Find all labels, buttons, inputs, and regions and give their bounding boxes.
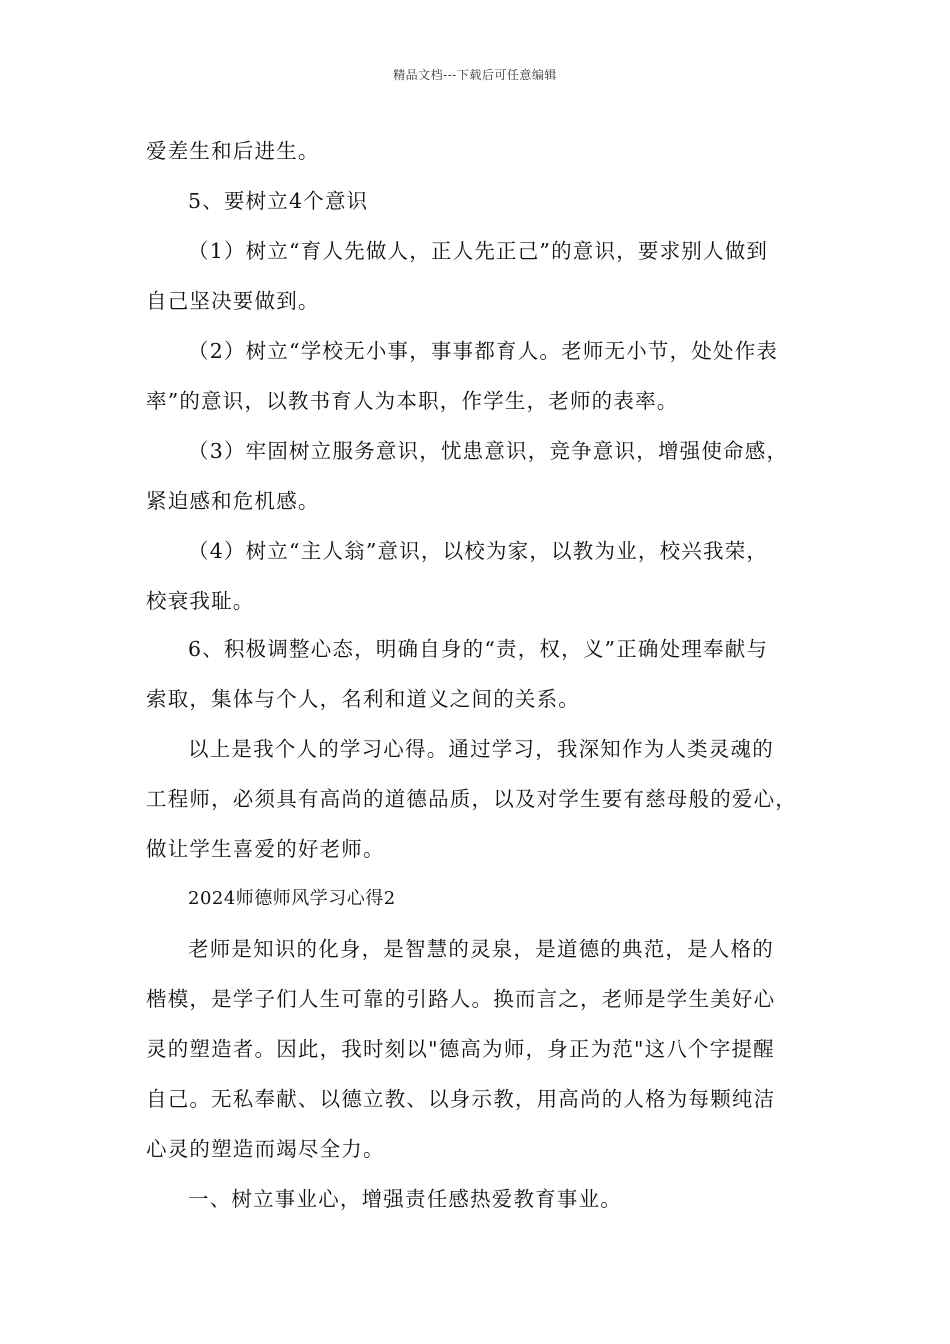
text-line: 索取，集体与个人，名利和道义之间的关系。: [146, 687, 580, 711]
text-line: 以上是我个人的学习心得。通过学习，我深知作为人类灵魂的: [188, 737, 774, 761]
text-line: 老师是知识的化身，是智慧的灵泉，是道德的典范，是人格的: [188, 937, 774, 961]
text-line: 5、要树立4个意识: [188, 189, 369, 213]
text-line: 做让学生喜爱的好老师。: [146, 837, 385, 861]
text-line: 自己坚决要做到。: [146, 289, 320, 313]
text-line: 6、积极调整心态，明确自身的“责，权，义”正确处理奉献与: [188, 637, 769, 661]
text-line: 工程师，必须具有高尚的道德品质，以及对学生要有慈母般的爱心，: [146, 787, 797, 811]
text-line: 校衰我耻。: [146, 589, 255, 613]
text-line: （1）树立“育人先做人，正人先正己”的意识，要求别人做到: [188, 239, 769, 263]
text-line: 自己。无私奉献、以德立教、以身示教，用高尚的人格为每颗纯洁: [146, 1087, 776, 1111]
text-line: 紧迫感和危机感。: [146, 489, 320, 513]
text-line: 率”的意识，以教书育人为本职，作学生，老师的表率。: [146, 389, 679, 413]
text-line: （3）牢固树立服务意识，忧患意识，竞争意识，增强使命感，: [188, 439, 789, 463]
text-line: 灵的塑造者。因此，我时刻以"德高为师，身正为范"这八个字提醒: [146, 1037, 775, 1061]
text-line: （4）树立“主人翁”意识，以校为家，以教为业，校兴我荣，: [188, 539, 769, 563]
text-line: 心灵的塑造而竭尽全力。: [146, 1137, 385, 1161]
text-line: 一、树立事业心，增强责任感热爱教育事业。: [188, 1187, 622, 1211]
text-line: 爱差生和后进生。: [146, 139, 320, 163]
text-line: 楷模，是学子们人生可靠的引路人。换而言之，老师是学生美好心: [146, 987, 776, 1011]
text-line: （2）树立“学校无小事，事事都育人。老师无小节，处处作表: [188, 339, 779, 363]
page-header: 精品文档---下载后可任意编辑: [393, 68, 557, 82]
section-title: 2024师德师风学习心得2: [188, 888, 396, 909]
